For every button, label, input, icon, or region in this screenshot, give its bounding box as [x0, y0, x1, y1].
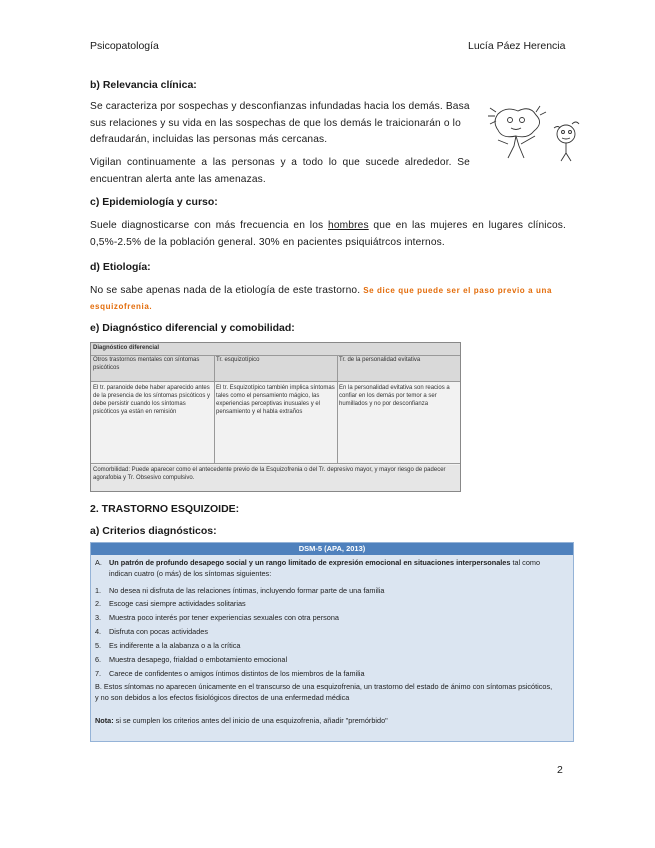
- table-header-cell: Otros trastornos mentales con síntomas psicóticos: [91, 355, 214, 381]
- orange-note: Se dice que puede ser el paso previo a una: [363, 286, 553, 295]
- text-line: Se caracteriza por sospechas y desconfianzas infundadas hacia los demás. Basa: [90, 101, 470, 112]
- list-item: 4. Disfruta con pocas actividades: [95, 627, 208, 636]
- text-line: Vigilan continuamente a las personas y a todo lo que sucede alrededor. Se: [90, 157, 470, 168]
- criterion-a: [95, 557, 569, 579]
- text-line: defraudarán, incluidas las personas más cercanas.: [90, 134, 328, 145]
- dsm5-criteria-table: [90, 542, 574, 742]
- text-line: encuentran alerta ante las amenazas.: [90, 173, 266, 185]
- section-d-paragraph: [90, 283, 570, 314]
- text-line: 0,5%-2.5% de la población general. 30% en pacientes psiquiátrcos internos.: [90, 236, 445, 248]
- table-header-cell: Tr. de la personalidad evitativa: [337, 355, 460, 381]
- table-title: Diagnóstico diferencial: [91, 343, 460, 355]
- criterion-a-text: indican cuatro (o más) de los síntomas siguientes:: [109, 569, 272, 578]
- section-c-paragraph: [90, 218, 566, 251]
- comorbidity-cell: Comorbilidad: Puede aparecer como el antecedente previo de la Esquizofrenia o del Tr. depresivo mayor, y mayor riesgo de padecer agorafobia y Tr. Obsesivo compulsivo.: [91, 465, 460, 491]
- table-rule: [91, 381, 460, 382]
- table-rule: [337, 355, 338, 463]
- orange-note: esquizofrenia.: [90, 301, 153, 311]
- list-item: 6. Muestra desapego, frialdad o embotamiento emocional: [95, 655, 288, 664]
- text-line: [90, 218, 566, 235]
- list-item: 2. Escoge casi siempre actividades solitarias: [95, 599, 246, 608]
- list-item: 5. Es indiferente a la alabanza o a la crítica: [95, 641, 241, 650]
- section-b-paragraph-2: [90, 155, 470, 188]
- table-header-cell: Tr. esquizotípico: [214, 355, 337, 381]
- running-header-left: Psicopatología: [90, 40, 159, 52]
- list-item: 7. Carece de confidentes o amigos íntimos distintos de los miembros de la familia: [95, 669, 365, 678]
- section-2-subtitle: a) Criterios diagnósticos:: [90, 525, 217, 537]
- section-b-paragraph-1: [90, 99, 470, 149]
- list-item: 3. Muestra poco interés por tener experiencias sexuales con otra persona: [95, 613, 339, 622]
- criterion-label: A.: [95, 558, 102, 567]
- dsm5-table-header: DSM-5 (APA, 2013): [91, 543, 573, 555]
- differential-diagnosis-table: [90, 342, 461, 492]
- table-rule: [214, 355, 215, 463]
- section-e-title: e) Diagnóstico diferencial y comobilidad:: [90, 322, 295, 334]
- text-line: [90, 283, 570, 300]
- text-run: No se sabe apenas nada de la etiología de este trastorno.: [90, 285, 361, 296]
- table-cell: En la personalidad evitativa son reacios a confiar en los demás por temor a ser humillados y no por desconfianza: [339, 385, 450, 407]
- criterion-a-bold: Un patrón de profundo desapego social y un rango limitado de expresión emocional en situaciones interpersonales: [109, 558, 511, 567]
- dsm5-note: Nota: si se cumplen los criterios antes del inicio de una esquizofrenia, añadir "premórbido": [95, 716, 388, 725]
- table-rule: [91, 463, 460, 464]
- page-number: 2: [557, 764, 563, 776]
- running-header-right: Lucía Páez Herencia: [468, 40, 566, 52]
- text-run: Suele diagnosticarse con más frecuencia en los: [90, 220, 328, 231]
- table-cell: El tr. paranoide debe haber aparecido antes de la presencia de los síntomas psicóticos y debe persistir cuando los síntomas psicóticos ya están en remisión: [93, 385, 211, 415]
- criterion-a-text: tal como: [512, 558, 541, 567]
- section-b-title: b) Relevancia clínica:: [90, 79, 197, 91]
- criterion-b: B. Estos síntomas no aparecen únicamente en el transcurso de una esquizofrenia, un trastorno del estado de ánimo con síntomas psicóticos, y no son debidos a los efectos fisiológicos directos de una enfermedad médica: [95, 682, 553, 702]
- table-rule: [91, 355, 460, 356]
- list-item: 1. No desea ni disfruta de las relaciones íntimas, incluyendo formar parte de una familia: [95, 586, 385, 595]
- underlined-word: hombres: [328, 220, 369, 231]
- section-d-title: d) Etiología:: [90, 261, 151, 273]
- text-line: sus relaciones y su vida en las sospechas de que los demás le traicionarán o lo: [90, 117, 461, 129]
- table-cell: El tr. Esquizotípico también implica síntomas tales como el pensamiento mágico, las experiencias perceptivas inusuales y el pensamiento y el habla extraños: [216, 385, 335, 415]
- suspicious-faces-sketch: [486, 100, 582, 164]
- text-run: que en las mujeres en lugares clínicos.: [368, 220, 566, 231]
- section-c-title: c) Epidemiología y curso:: [90, 196, 218, 208]
- section-2-title: 2. TRASTORNO ESQUIZOIDE:: [90, 503, 240, 515]
